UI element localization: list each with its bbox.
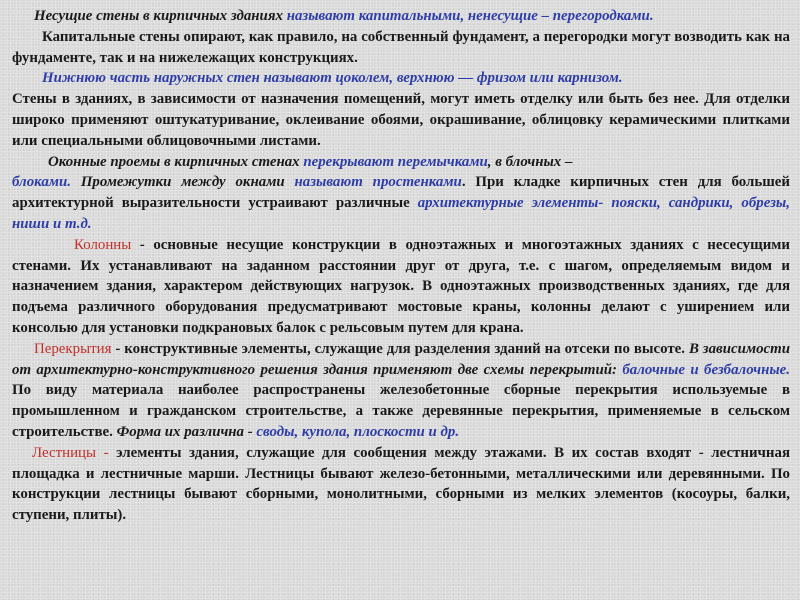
text-segment: Оконные проемы в кирпичных стенах (48, 153, 304, 170)
paragraph-columns (12, 235, 790, 339)
text-segment-highlight: балочные и безбалочные. (622, 361, 790, 378)
paragraph-window-openings (12, 152, 790, 235)
text-segment: элементы здания, служащие для сообщения между этажами. В их состав входят - лестничная площадка и лестничные марши. Лестницы бывают железо-бетонными, металлическими или деревянными. По конструкции лестницы бывают сборными, монолитными, сборными из мелких элементов (косоуры, балки, ступени, плиты). (12, 444, 791, 524)
text-segment: . При кладке кирпичных стен для большей архитектурной выразительности устраивают различные (12, 174, 790, 212)
text-segment: Несущие стены в кирпичных зданиях (34, 8, 287, 24)
text-segment-highlight: Нижнюю часть наружных стен называют цоколем, верхнюю — фризом или карнизом. (42, 70, 623, 87)
text-segment-highlight: называют капитальными, ненесущие – перегородками. (286, 8, 654, 24)
text-segment-highlight: блоками. (12, 174, 81, 191)
text-segment-highlight: перекрывают перемычками (303, 153, 488, 170)
term-stairs: Лестницы - (32, 444, 109, 461)
text-segment: Капитальные стены опирают, как правило, на собственный фундамент, а перегородки могут возводить как на фундаменте, так и на нижележащих конструкциях. (12, 28, 790, 66)
text-segment: По виду материала наиболее распространены железобетонные сборные перекрытия используемые в промышленном и гражданском строительстве, а также деревянные перекрытия, применяемые в сельском строительстве. (12, 382, 790, 440)
text-segment: Промежутки между окнами (80, 174, 295, 191)
slide-text (6, 6, 794, 594)
text-segment-highlight: архитектурные элементы- пояски, сандрики, обрезы, ниши и т.д. (12, 195, 790, 232)
paragraph-stairs (12, 443, 790, 526)
term-floors: Перекрытия (34, 340, 112, 357)
text-segment: В зависимости от архитектурно-конструктивного решения здания применяют две схемы перекрытий: (12, 340, 790, 378)
text-segment: - основные несущие конструкции в одноэтажных и многоэтажных зданиях с несесущими стенами. Их устанавливают на заданном расстоянии друг от друга, т.е. с шагом, определяемым видом и назначением здания, характером действующих нагрузок. В одноэтажных производственных зданиях, где для подъема различного оборудования предусматривают мостовые краны, колонны делают с уширением или консолью для установки подкрановых балок с рельсовым путем для крана. (12, 236, 790, 336)
text-segment: Стены в зданиях, в зависимости от назначения помещений, могут иметь отделку или быть без нее. Для отделки широко применяют оштукатуривание, оклеивание обоями, окрашивание, облицовку керамическими плитками или специальными облицовочными листами. (12, 91, 790, 149)
term-columns: Колонны (74, 236, 132, 253)
paragraph-capital-walls (12, 27, 790, 69)
paragraph-plinth-frieze (12, 68, 790, 89)
text-segment-highlight: называют простенками (294, 174, 462, 191)
paragraph-wall-finishing (12, 89, 790, 151)
text-segment: Форма их различна - (116, 423, 257, 440)
paragraph-floors (12, 339, 790, 443)
text-segment-highlight: своды, купола, плоскости и др. (256, 423, 460, 440)
text-segment: - конструктивные элементы, служащие для разделения зданий на отсеки по высоте. (111, 340, 689, 357)
paragraph-load-bearing-walls (12, 6, 790, 27)
text-segment: , в блочных – (487, 153, 573, 170)
